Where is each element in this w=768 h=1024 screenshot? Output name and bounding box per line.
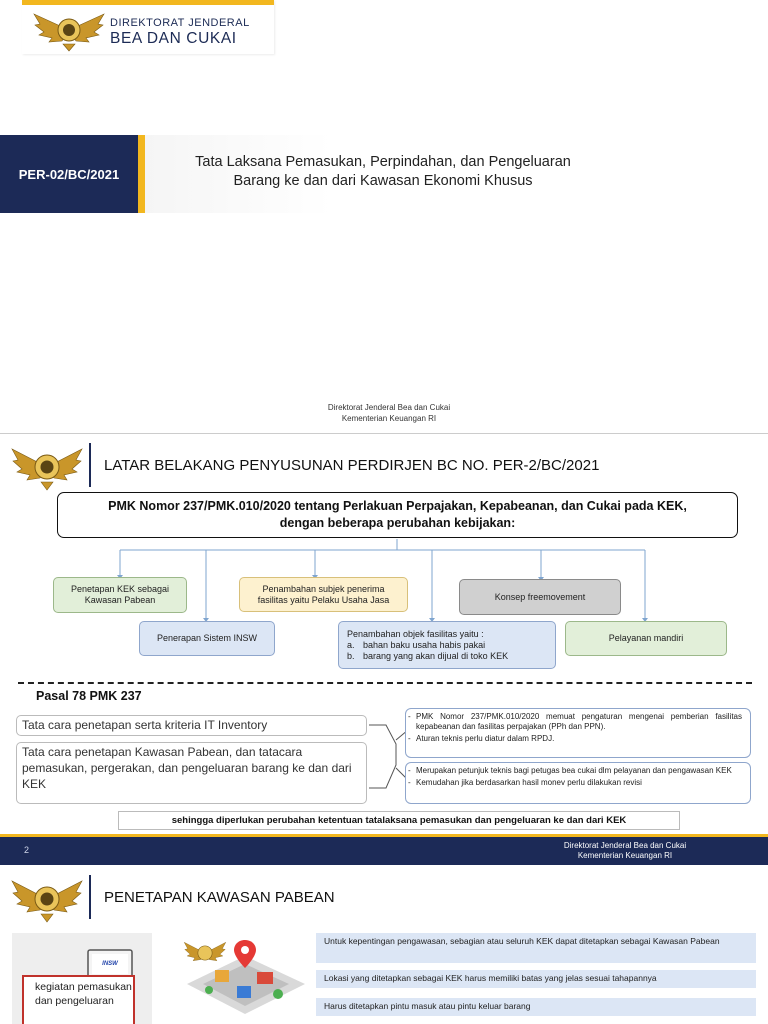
title-divider [89,875,91,919]
box-freemovement: Konsep freemovement [459,579,621,615]
note-juknis-item-1: - Merupakan petunjuk teknis bagi petugas bea cukai dlm pelayanan dan pengawasan KEK [416,766,742,776]
header-logo [22,0,274,54]
logo-line2: BEA DAN CUKAI [110,30,237,47]
slide-title: PENETAPAN KAWASAN PABEAN [104,889,335,906]
left-item-kawasan-pabean: Tata cara penetapan Kawasan Pabean, dan tatacara pemasukan, pergerakan, dan pengeluaran barang ke dan dari KEK [16,742,367,804]
objek-item-a [347,640,508,651]
eagle-emblem-icon [183,938,227,968]
box-subjek-line1: Penambahan subjek penerima [262,583,385,594]
objek-item-b-marker: b. [347,650,355,661]
title-line2: Barang ke dan dari Kawasan Ekonomi Khusus [233,173,533,189]
presentation-title [145,153,621,191]
box-subjek-line2: fasilitas yaitu Pelaku Usaha Jasa [257,594,390,605]
page-number: 2 [24,845,30,855]
kawasan-pabean-slide [0,866,768,1024]
eagle-emblem-icon [32,8,106,52]
box-kek-kawasan-pabean [53,577,187,613]
title-slide [0,0,768,432]
kegiatan-box: kegiatan pemasukan dan pengeluaran [22,975,135,1024]
bracket-connector [366,710,410,810]
objek-item-b-text: barang yang akan dijual di toko KEK [363,650,509,661]
logo-line1: DIREKTORAT JENDERAL [110,17,250,29]
note-juknis-item-2: - Kemudahan jika berdasarkan hasil monev perlu dilakukan revisi [416,778,742,788]
box-subjek [239,577,408,612]
eagle-emblem-icon [10,875,84,923]
pasal-heading: Pasal 78 PMK 237 [36,689,142,703]
box-objek [338,621,556,669]
objek-item-b [347,651,508,662]
note-box-juknis [405,762,751,804]
banner-gold-stripe [138,135,145,213]
section-divider [18,682,752,684]
slide-title: LATAR BELAKANG PENYUSUNAN PERDIRJEN BC NO. PER-2/BC/2021 [104,457,600,474]
footer-line2: Kementerian Keuangan RI [341,414,437,423]
pmk-line1: PMK Nomor 237/PMK.010/2020 tentang Perlakuan Perpajakan, Kepabeanan, dan Cukai pada KEK, [108,499,687,513]
info-bar-pengawasan: Untuk kepentingan pengawasan, sebagian atau seluruh KEK dapat ditetapkan sebagai Kawasan Pabean [316,933,756,963]
box-pelayanan-mandiri: Pelayanan mandiri [565,621,727,656]
box-insw: Penerapan Sistem INSW [139,621,275,656]
pmk-line2: dengan beberapa perubahan kebijakan: [279,516,516,530]
info-bar-pintu: Harus ditetapkan pintu masuk atau pintu keluar barang [316,998,756,1016]
slide1-footer [0,402,768,424]
background-slide [0,433,768,865]
left-item-it-inventory: Tata cara penetapan serta kriteria IT Inventory [16,715,367,736]
box-kek-line2: Kawasan Pabean [84,595,156,605]
box-kek-line1: Penetapan KEK sebagai [70,584,170,594]
footer-line1: Direktorat Jenderal Bea dan Cukai [327,403,451,412]
footer-line1: Direktorat Jenderal Bea dan Cukai [563,841,687,850]
objek-item-a-text: bahan baku usaha habis pakai [363,639,486,650]
info-bar-lokasi: Lokasi yang ditetapkan sebagai KEK harus memiliki batas yang jelas sesuai tahapannya [316,970,756,988]
monitor-label: INSW [102,961,118,967]
objek-title: Penambahan objek fasilitas yaitu : [347,628,484,639]
note-pmk-item-2: - Aturan teknis perlu diatur dalam RPDJ. [416,734,742,744]
objek-item-a-marker: a. [347,639,355,650]
slide2-footer [520,841,730,861]
regulation-code: PER-02/BC/2021 [0,135,138,213]
note-box-pmk [405,708,751,758]
note-pmk-item-1: - PMK Nomor 237/PMK.010/2020 memuat pengaturan mengenai pemberian fasilitas kepabeanan dan fasilitas perpajakan (PPh dan PPN). [416,712,742,732]
footer-line2: Kementerian Keuangan RI [577,851,673,860]
conclusion-box: sehingga diperlukan perubahan ketentuan tatalaksana pemasukan dan pengeluaran ke dan dari KEK [118,811,680,830]
title-line1: Tata Laksana Pemasukan, Perpindahan, dan Pengeluaran [195,154,571,170]
title-banner [0,135,768,213]
